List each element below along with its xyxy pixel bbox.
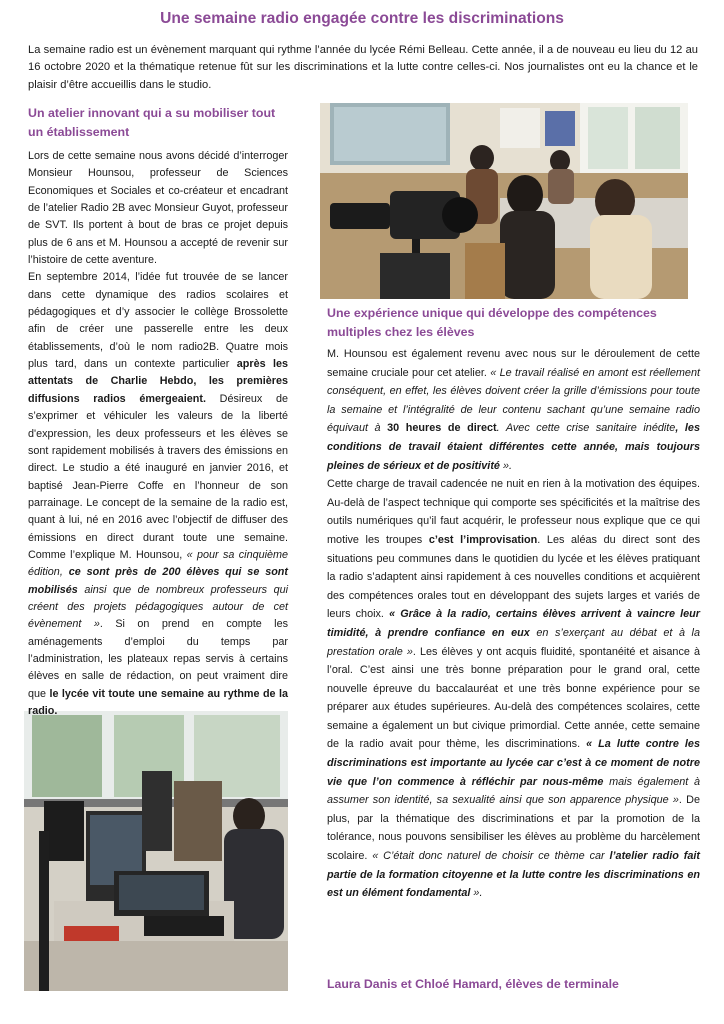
studio-scene-illustration — [320, 103, 688, 299]
right-column — [327, 304, 700, 903]
left-heading: Un atelier innovant qui a su mobiliser tout un établissement — [28, 106, 276, 139]
left-column — [28, 104, 288, 720]
control-desk-illustration — [24, 711, 288, 991]
studio-photo-bottom — [24, 711, 288, 991]
right-paragraph-1: M. Hounsou est également revenu avec nous sur le déroulement de cette semaine cruciale pour cet atelier. « Le travail réalisé en amont est réellement conséquent, en effet, les élèves doivent créer la grille d’émissions pour toute la semaine et l’intégralité de leur contenu sachant qu’une semaine radio équivaut à 30 heures de direct. Avec cette crise sanitaire inédite, les conditions de travail étaient différentes cette année, mais toujours pleines de sérieux et de positivité ». — [327, 348, 700, 472]
left-paragraph-2: En septembre 2014, l’idée fut trouvée de se lancer dans cette dynamique des radios scolaires et pédagogiques et d’y associer le collège Brossolette afin de créer une passerelle entre les deux établissements, d’où le nom radio2B. Quatre mois plus tard, dans un contexte particulier après les attentats de Charlie Hebdo, les premières diffusions radios émergeaient. Désireux de s’exprimer et véhiculer les valeurs de la liberté d'expression, les deux professeurs et les élèves se sont rapidement mobilisés à travers des émissions en direct. Le studio a été inauguré en janvier 2016, et baptisé Jean-Pierre Coffe en l’honneur de son parrainage. Le concept de la semaine de la radio est, quant à lui, né en 2016 avec l’objectif de diffuser des émissions en direct durant toute une semaine. Comme l’explique M. Hounsou, « pour sa cinquième édition, ce sont près de 200 élèves qui se sont mobilisés ainsi que de nombreux professeurs qui créent des projets pédagogiques autour de cet évènement ». Si on prend en compte les aménagements d’emploi du temps par l’administration, les plateaux repas servis à certains élèves en salle de rédaction, on peut vraiment dire que le lycée vit toute une semaine au rythme de la radio. — [28, 271, 288, 717]
signature: Laura Danis et Chloé Hamard, élèves de terminale — [327, 977, 619, 991]
studio-photo-top — [320, 103, 688, 299]
left-paragraph-1: Lors de cette semaine nous avons décidé d’interroger Monsieur Hounsou, professeur de Sciences Economiques et Sociales et co-créateur et encadrant de l’atelier Radio 2B avec Monsieur Guyot, professeur de SVT. Ils portent à bout de bras ce projet depuis plus de 6 ans et M. Hounsou a accepté de revenir sur l’histoire de cette aventure. — [28, 150, 288, 267]
right-paragraph-2: Cette charge de travail cadencée ne nuit en rien à la motivation des équipes. Au-delà de l’aspect technique qui comporte ses spécificités et la maîtrise des outils numériques qu’il faut acquérir, le professeur nous explique que ce qui motive les troupes c’est l’improvisation. Les aléas du direct sont des situations peu communes dans le quotidien du lycée et les élèves pratiquant la radio s’adaptent ainsi rapidement à ces nouvelles conditions et acquièrent des compétences orales tout en développant des sujets larges et variés de leurs choix. « Grâce à la radio, certains élèves arrivent à vaincre leur timidité, à prendre confiance en eux en s’exerçant au débat et à la prestation orale ». Les élèves y ont acquis fluidité, spontanéité et aisance à l’oral. C’est ainsi une très bonne préparation pour le grand oral, cette nouvelle épreuve du baccalauréat et une très bonne expérience pour se préparer aux études supérieures. Au-delà des compétences scolaires, cette semaine a également un but civique primordial. Cette année, cette semaine de la radio avait pour thème, les discriminations. « La lutte contre les discriminations est importante au lycée car c’est à ce moment de notre vie que l’on commence à réfléchir par nous-même mais également à assumer son identité, sa sexualité ainsi que son apparence physique ». De plus, par la thématique des discriminations et par la promotion de la tolérance, nous pouvons sensibiliser les élèves au problème du harcèlement scolaire. « C’était donc naturel de choisir ce thème car l’atelier radio fait partie de la formation citoyenne et la lutte contre les discriminations en est un élément fondamental ». — [327, 478, 701, 900]
intro-paragraph: La semaine radio est un évènement marquant qui rythme l’année du lycée Rémi Belleau. Cette année, il a de nouveau eu lieu du 12 au 16 octobre 2020 et la thématique retenue fût sur les discriminations et la lutte contre celles-ci. Nos journalistes ont eu la chance et le plaisir d’être accueillis dans le studio. — [28, 44, 698, 91]
page-title: Une semaine radio engagée contre les discriminations — [160, 10, 564, 27]
right-heading: Une expérience unique qui développe des compétences multiples chez les élèves — [327, 306, 657, 339]
